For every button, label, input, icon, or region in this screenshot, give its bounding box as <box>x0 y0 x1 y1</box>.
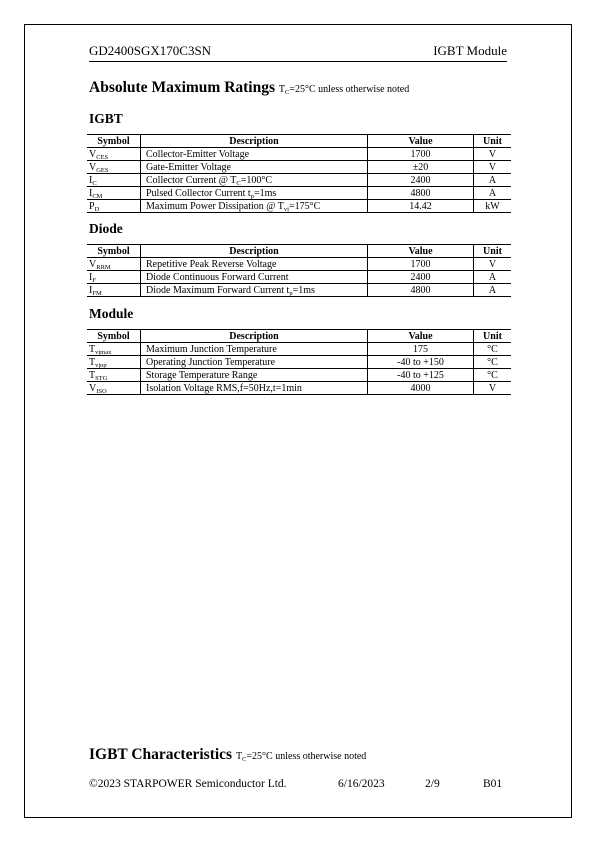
value-cell: ±20 <box>368 161 474 174</box>
table-row <box>87 284 511 297</box>
part-number: GD2400SGX170C3SN <box>89 43 212 58</box>
value-cell: 4800 <box>368 284 474 297</box>
value-cell: 175 <box>368 343 474 356</box>
table-row <box>87 271 511 284</box>
igbt-characteristics-heading <box>89 746 366 764</box>
symbol-cell: $T_{STG}$ <box>87 369 141 382</box>
column-header-value: Value <box>368 330 474 343</box>
symbol-cell: $V_{CES}$ <box>87 148 141 161</box>
description-cell: Pulsed Collector Current $t_p=1ms$ <box>141 187 368 200</box>
symbol-cell: $T_{vjop}$ <box>87 356 141 369</box>
table-row <box>87 174 511 187</box>
amr-note: $T_C=25^\circ C$ unless otherwise noted <box>278 84 410 96</box>
unit-cell: °C <box>474 369 512 382</box>
description-cell: Storage Temperature Range <box>141 369 368 382</box>
symbol-cell: $P_D$ <box>87 200 141 213</box>
value-cell: 4000 <box>368 382 474 395</box>
table-row <box>87 187 511 200</box>
unit-cell: kW <box>474 200 512 213</box>
unit-cell: V <box>474 161 512 174</box>
value-cell: 4800 <box>368 187 474 200</box>
description-cell: Collector-Emitter Voltage <box>141 148 368 161</box>
description-cell: Operating Junction Temperature <box>141 356 368 369</box>
table-header-row <box>87 245 511 258</box>
symbol-cell: $V_{RRM}$ <box>87 258 141 271</box>
igbt-ratings-table <box>87 134 511 213</box>
table-row <box>87 161 511 174</box>
unit-cell: A <box>474 271 512 284</box>
description-cell: Collector Current @ $T_C=100^\circ C$ <box>141 174 368 187</box>
footer-date: 6/16/2023 <box>338 778 385 790</box>
unit-cell: °C <box>474 343 512 356</box>
column-header-description: Description <box>141 245 368 258</box>
column-header-unit: Unit <box>474 245 512 258</box>
table-row <box>87 258 511 271</box>
column-header-unit: Unit <box>474 330 512 343</box>
product-type: IGBT Module <box>433 43 507 58</box>
table-row <box>87 369 511 382</box>
table-row <box>87 200 511 213</box>
symbol-cell: $V_{ISO}$ <box>87 382 141 395</box>
unit-cell: A <box>474 174 512 187</box>
description-cell: Diode Continuous Forward Current <box>141 271 368 284</box>
unit-cell: V <box>474 258 512 271</box>
amr-title: Absolute Maximum Ratings <box>89 79 276 96</box>
description-cell: Diode Maximum Forward Current $t_p=1ms$ <box>141 284 368 297</box>
column-header-description: Description <box>141 330 368 343</box>
column-header-symbol: Symbol <box>87 245 141 258</box>
diode-heading: Diode <box>89 221 123 236</box>
column-header-symbol: Symbol <box>87 330 141 343</box>
footer-copyright: ©2023 STARPOWER Semiconductor Ltd. <box>89 778 287 790</box>
table-row <box>87 148 511 161</box>
value-cell: 2400 <box>368 174 474 187</box>
footer-revision: B01 <box>483 778 503 790</box>
table-row <box>87 356 511 369</box>
symbol-cell: $V_{GES}$ <box>87 161 141 174</box>
symbol-cell: $I_{CM}$ <box>87 187 141 200</box>
value-cell: 1700 <box>368 148 474 161</box>
description-cell: Isolation Voltage RMS,f=50Hz,t=1min <box>141 382 368 395</box>
unit-cell: V <box>474 382 512 395</box>
unit-cell: V <box>474 148 512 161</box>
module-ratings-table <box>87 329 511 395</box>
description-cell: Gate-Emitter Voltage <box>141 161 368 174</box>
table-header-row <box>87 135 511 148</box>
column-header-symbol: Symbol <box>87 135 141 148</box>
symbol-cell: $T_{vjmax}$ <box>87 343 141 356</box>
value-cell: -40 to +125 <box>368 369 474 382</box>
unit-cell: A <box>474 187 512 200</box>
igbt-heading: IGBT <box>89 111 123 126</box>
amr-heading <box>89 79 409 97</box>
value-cell: 2400 <box>368 271 474 284</box>
column-header-value: Value <box>368 135 474 148</box>
value-cell: -40 to +150 <box>368 356 474 369</box>
module-heading: Module <box>89 306 134 321</box>
page-header <box>89 43 507 62</box>
symbol-cell: $I_{FM}$ <box>87 284 141 297</box>
unit-cell: A <box>474 284 512 297</box>
description-cell: Maximum Junction Temperature <box>141 343 368 356</box>
column-header-description: Description <box>141 135 368 148</box>
table-row <box>87 343 511 356</box>
diode-ratings-table <box>87 244 511 297</box>
symbol-cell: $I_F$ <box>87 271 141 284</box>
description-cell: Maximum Power Dissipation @ $T_{vj}=175^\circ C$ <box>141 200 368 213</box>
symbol-cell: $I_C$ <box>87 174 141 187</box>
igbt-characteristics-note: $T_C=25^\circ C$ unless otherwise noted <box>235 751 367 763</box>
value-cell: 14.42 <box>368 200 474 213</box>
column-header-value: Value <box>368 245 474 258</box>
column-header-unit: Unit <box>474 135 512 148</box>
table-header-row <box>87 330 511 343</box>
table-row <box>87 382 511 395</box>
unit-cell: °C <box>474 356 512 369</box>
value-cell: 1700 <box>368 258 474 271</box>
footer-page: 2/9 <box>425 778 440 790</box>
igbt-characteristics-title: IGBT Characteristics <box>89 746 233 763</box>
description-cell: Repetitive Peak Reverse Voltage <box>141 258 368 271</box>
